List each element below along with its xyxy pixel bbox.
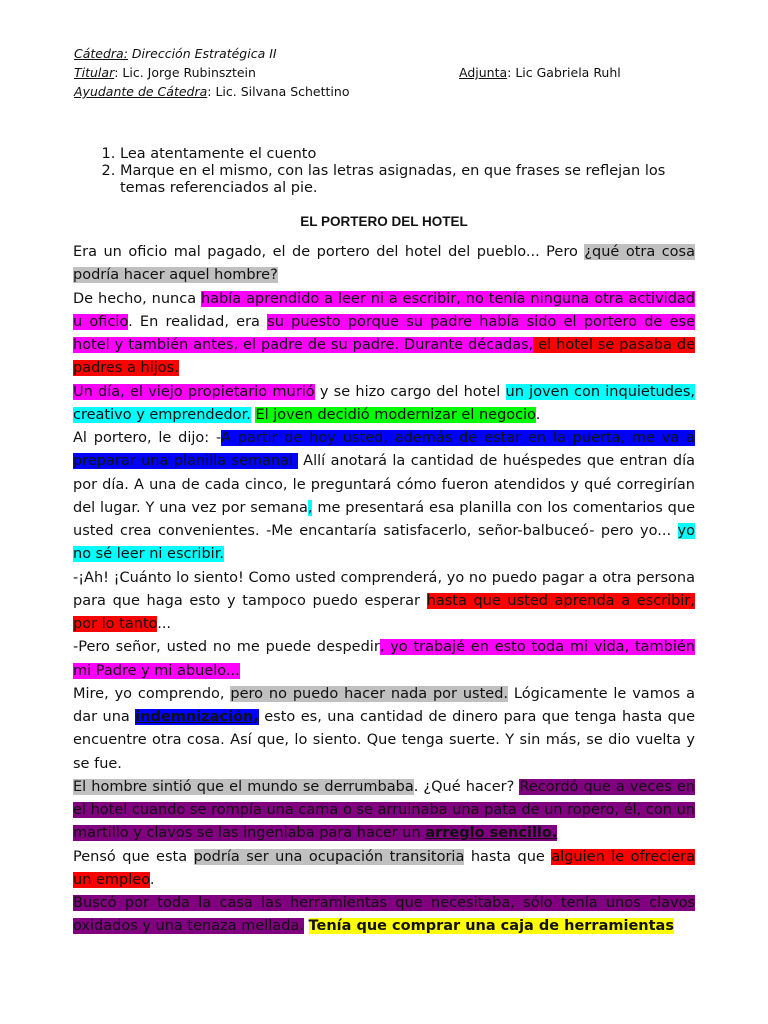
ayudante-value: : Lic. Silvana Schettino <box>207 84 350 99</box>
highlight-gray: pero no puedo hacer nada por usted. <box>230 685 509 702</box>
adjunta-value: : Lic Gabriela Ruhl <box>507 65 621 80</box>
highlight-red: alguien le ofreciera un empleo <box>73 848 695 888</box>
highlight-blue: indemnización, <box>135 709 259 725</box>
highlight-cyan: yo no sé leer ni escribir. <box>73 523 695 563</box>
adjunta-label: Adjunta <box>459 65 508 80</box>
story-body <box>73 241 695 939</box>
highlight-magenta: había aprendido a leer ni a escribir, no tenía ninguna otra actividad u oficio <box>73 290 695 330</box>
header-row-ayudante <box>74 82 634 101</box>
highlight-gray: ¿qué otra cosa podría hacer aquel hombre? <box>73 244 695 284</box>
paragraph-10 <box>73 892 695 939</box>
paragraph-3: Un día, el viejo propietario murió y se hizo cargo del hotel un joven con inquietudes, creativo y emprendedor. El joven decidió modernizar el negocio. <box>73 383 696 423</box>
header-row-catedra <box>74 44 634 63</box>
titular-value: : Lic. Jorge Rubinsztein <box>114 65 256 80</box>
highlight-purple: Buscó por toda la casa las herramientas que necesitaba, sólo tenía unos clavos oxidados y una tenaza mellada. <box>73 895 695 935</box>
instructions-list <box>74 146 694 197</box>
highlight-purple: Recordó que a veces en el hotel cuando se rompía una cama o se arruinaba una pata de un ropero, él, con un martillo y clavos se las ingeniaba para hacer un <box>73 778 695 842</box>
highlight-green: El joven decidió modernizar el negocio <box>255 406 536 423</box>
titular-label: Titular <box>74 65 115 80</box>
highlight-gray: El hombre sintió que el mundo se derrumbaba <box>73 778 414 795</box>
paragraph-4: Al portero, le dijo: -A partir de hoy usted, además de estar en la puerta, me va a preparar una planilla semanal. Allí anotará la cantidad de huéspedes que entran día por día. A una de cada cinco, le preguntará cómo fueron atendidos y qué corregirían del lugar. Y una vez por semana, me presentará esa planilla con los comentarios que usted crea convenientes. -Me encantaría satisfacerlo, señor-balbuceó- pero yo... yo no sé leer ni escribir. <box>73 430 695 563</box>
highlight-blue: A partir de hoy usted, además de estar en la puerta, me va a preparar una planilla semanal. <box>73 430 695 470</box>
instruction-item: 1. Lea atentamente el cuento <box>120 146 694 163</box>
highlight-magenta: , yo trabajé en esto toda mi vida, también mi Padre y mi abuelo... <box>73 639 696 679</box>
catedra-value: Dirección Estratégica II <box>127 46 277 61</box>
paragraph-2: De hecho, nunca había aprendido a leer ni a escribir, no tenía ninguna otra actividad u oficio. En realidad, era su puesto porque su padre había sido el portero de ese hotel y también antes, el padre de su padre. Durante décadas, el hotel se pasaba de padres a hijos. <box>73 290 695 377</box>
paragraph-6: -Pero señor, usted no me puede despedir, yo trabajé en esto toda mi vida, también mi Padre y mi abuelo... <box>73 639 696 679</box>
adjunta-block <box>459 63 621 82</box>
highlight-purple: arreglo sencillo. <box>425 825 558 842</box>
document-header <box>74 44 634 101</box>
ayudante-label: Ayudante de Cátedra <box>74 84 208 99</box>
highlight-magenta: su puesto porque su padre había sido el portero de ese hotel y también antes, el padre de su padre. Durante décadas, <box>73 313 695 353</box>
paragraph-1: Era un oficio mal pagado, el de portero del hotel del pueblo... Pero ¿qué otra cosa podría hacer aquel hombre? <box>73 244 695 284</box>
catedra-label: Cátedra: <box>74 46 128 61</box>
highlight-cyan: un joven con inquietudes, creativo y emprendedor. <box>73 383 696 423</box>
paragraph-8: El hombre sintió que el mundo se derrumbaba. ¿Qué hacer? Recordó que a veces en el hotel cuando se rompía una cama o se arruinaba una pata de un ropero, él, con un martillo y clavos se las ingeniaba para hacer un arreglo sencillo. <box>73 778 695 842</box>
header-row-titular <box>74 63 634 82</box>
highlight-red: hasta que usted aprenda a escribir, por lo tanto <box>73 592 695 632</box>
story-title: EL PORTERO DEL HOTEL <box>300 214 468 229</box>
paragraph-5: -¡Ah! ¡Cuánto lo siento! Como usted comprenderá, yo no puedo pagar a otra persona para que haga esto y tampoco puedo esperar hasta que usted aprenda a escribir, por lo tanto... <box>73 569 695 632</box>
highlight-gray: podría ser una ocupación transitoria <box>193 848 465 865</box>
paragraph-9: Pensó que esta podría ser una ocupación transitoria hasta que alguien le ofreciera un empleo. <box>73 848 695 888</box>
highlight-magenta: Un día, el viejo propietario murió <box>73 383 315 400</box>
highlight-yellow: Tenía que comprar una caja de herramientas <box>308 918 674 935</box>
highlight-cyan: , <box>307 499 313 516</box>
instruction-item: 2. Marque en el mismo, con las letras asignadas, en que frases se reflejan los temas referenciados al pie. <box>120 163 694 197</box>
paragraph-7: Mire, yo comprendo, pero no puedo hacer nada por usted. Lógicamente le vamos a dar una indemnización, esto es, una cantidad de dinero para que tenga hasta que encuentre otra cosa. Así que, lo siento. Que tenga suerte. Y sin más, se dio vuelta y se fue. <box>73 685 695 772</box>
highlight-red: el hotel se pasaba de padres a hijos. <box>73 337 695 377</box>
